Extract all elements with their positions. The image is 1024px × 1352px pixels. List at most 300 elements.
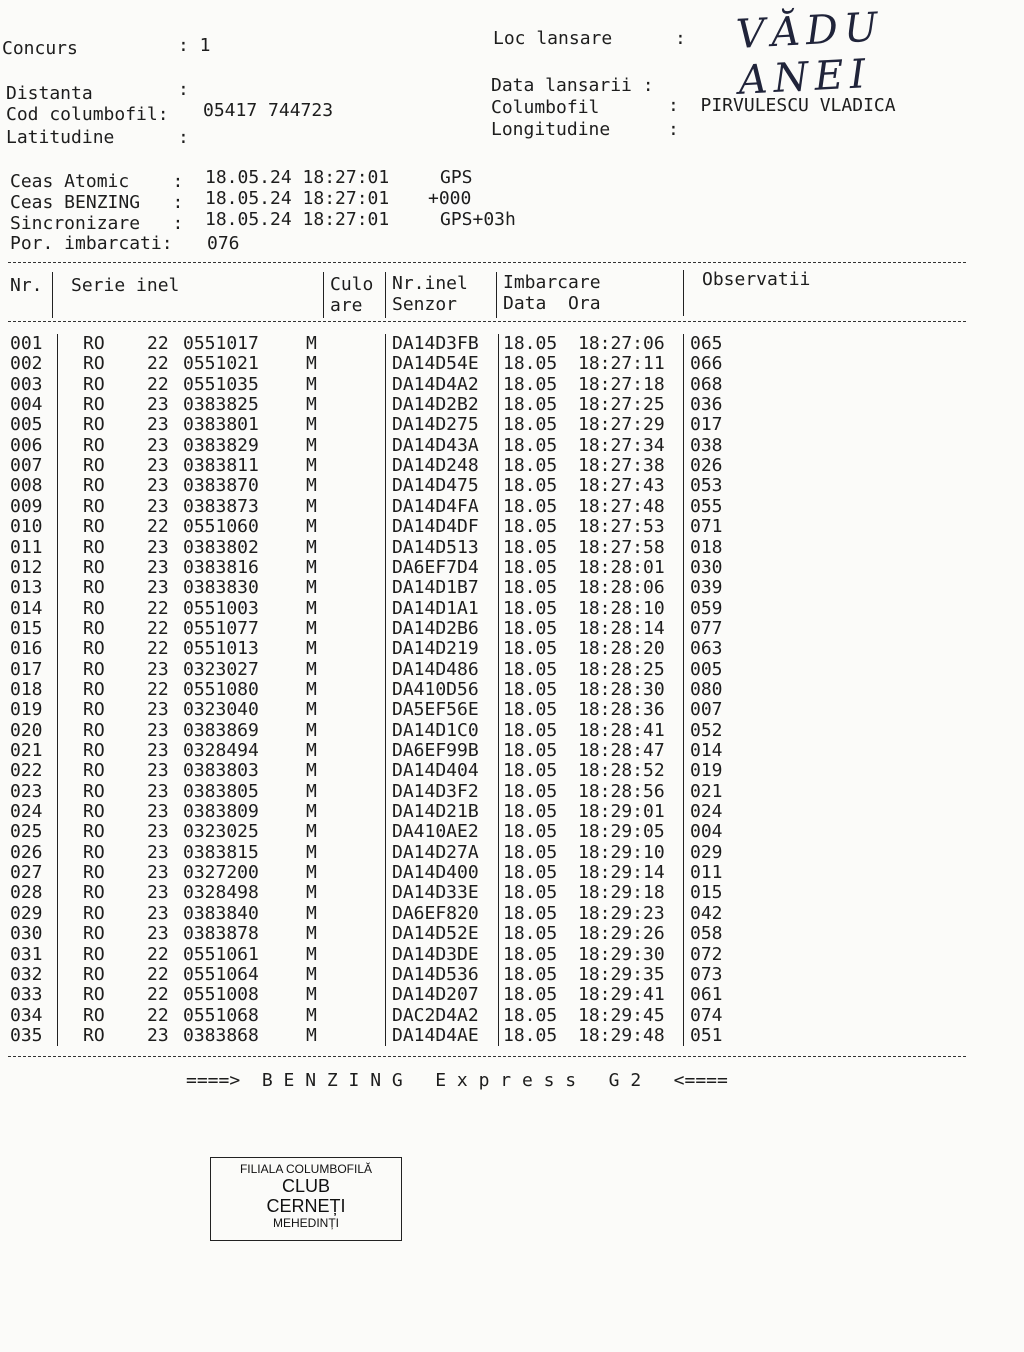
row-sex: M	[306, 658, 317, 680]
header-bottom-rule	[8, 321, 966, 322]
row-ring-number: 0328498	[183, 882, 259, 904]
col-header-imbarcare-1: Imbarcare	[503, 272, 601, 293]
row-nr: 001	[10, 333, 43, 354]
row-date: 18.05	[503, 963, 558, 985]
row-sex: M	[306, 516, 317, 538]
row-ring-number: 0551035	[183, 373, 259, 395]
row-sex: M	[306, 373, 317, 395]
concurs-label: Concurs	[2, 38, 78, 59]
row-nr: 032	[10, 963, 43, 985]
row-sensor-id: DA6EF99B	[392, 740, 479, 761]
row-sensor-id: DA14D3DE	[392, 943, 479, 965]
row-country: RO	[83, 740, 105, 761]
row-date: 18.05	[503, 841, 558, 863]
header-separator	[496, 272, 497, 318]
row-observation: 018	[690, 536, 723, 558]
row-country: RO	[83, 1024, 105, 1046]
row-observation: 052	[690, 719, 723, 741]
row-nr: 013	[10, 577, 43, 599]
row-sex: M	[306, 841, 317, 863]
row-date: 18.05	[503, 597, 558, 619]
loc-lansare-handwritten: VĂDU ANEI	[735, 4, 885, 104]
row-observation: 080	[690, 678, 723, 700]
row-year: 23	[147, 923, 169, 945]
row-date: 18.05	[503, 882, 558, 904]
row-observation: 029	[690, 841, 723, 863]
row-time: 18:29:26	[578, 923, 665, 945]
row-year: 22	[147, 984, 169, 1006]
table-row	[0, 904, 1024, 924]
por-imbarcati-value: 076	[207, 233, 240, 254]
row-observation: 004	[690, 821, 723, 843]
row-sensor-id: DAC2D4A2	[392, 1004, 479, 1026]
clock-atomic-extra: GPS	[440, 167, 473, 188]
clock-sync-value: 18.05.24 18:27:01	[205, 209, 390, 230]
row-time: 18:29:41	[578, 984, 665, 1006]
table-row	[0, 843, 1024, 863]
row-observation: 063	[690, 638, 723, 660]
row-nr: 030	[10, 923, 43, 945]
row-sensor-id: DA14D4AE	[392, 1024, 479, 1046]
row-sensor-id: DA14D4DF	[392, 516, 479, 538]
row-year: 22	[147, 1004, 169, 1026]
cod-columbofil-value: 05417 744723	[203, 100, 334, 121]
row-sex: M	[306, 801, 317, 823]
table-row	[0, 354, 1024, 374]
row-nr: 020	[10, 719, 43, 741]
row-country: RO	[83, 963, 105, 985]
row-year: 23	[147, 821, 169, 843]
row-time: 18:28:06	[578, 577, 665, 599]
row-nr: 021	[10, 740, 43, 761]
row-observation: 011	[690, 862, 723, 884]
row-ring-number: 0383868	[183, 1024, 259, 1046]
longitudine-label: Longitudine	[491, 119, 611, 140]
row-year: 22	[147, 943, 169, 965]
row-nr: 005	[10, 414, 43, 436]
distanta-label: Distanta	[6, 83, 93, 104]
row-country: RO	[83, 638, 105, 660]
row-time: 18:29:05	[578, 821, 665, 843]
table-row	[0, 415, 1024, 435]
row-time: 18:28:47	[578, 740, 665, 761]
header-separator	[52, 272, 53, 318]
row-time: 18:27:48	[578, 495, 665, 517]
row-ring-number: 0551017	[183, 333, 259, 354]
stamp-line-3: CERNEȚI	[266, 1196, 346, 1216]
col-header-serie: Serie inel	[71, 275, 180, 296]
row-nr: 011	[10, 536, 43, 558]
col-header-nrinel-1: Nr.inel	[392, 273, 468, 294]
row-sex: M	[306, 597, 317, 619]
columbofil-value: : PIRVULESCU VLADICA	[668, 95, 896, 116]
row-ring-number: 0383809	[183, 801, 259, 823]
row-observation: 065	[690, 333, 723, 354]
row-sensor-id: DA14D3F2	[392, 780, 479, 802]
row-date: 18.05	[503, 434, 558, 456]
row-time: 18:29:23	[578, 902, 665, 924]
row-country: RO	[83, 536, 105, 558]
table-row	[0, 375, 1024, 395]
col-header-nr: Nr.	[10, 275, 43, 296]
row-nr: 023	[10, 780, 43, 802]
row-date: 18.05	[503, 902, 558, 924]
row-sensor-id: DA410AE2	[392, 821, 479, 843]
row-date: 18.05	[503, 556, 558, 578]
row-year: 23	[147, 394, 169, 416]
row-date: 18.05	[503, 719, 558, 741]
row-time: 18:27:18	[578, 373, 665, 395]
row-observation: 042	[690, 902, 723, 924]
row-observation: 030	[690, 556, 723, 578]
row-nr: 025	[10, 821, 43, 843]
row-sensor-id: DA14D33E	[392, 882, 479, 904]
row-time: 18:27:29	[578, 414, 665, 436]
row-nr: 002	[10, 353, 43, 375]
table-row	[0, 578, 1024, 598]
row-date: 18.05	[503, 984, 558, 1006]
row-date: 18.05	[503, 1024, 558, 1046]
row-year: 23	[147, 495, 169, 517]
row-sex: M	[306, 943, 317, 965]
row-time: 18:28:52	[578, 760, 665, 782]
row-nr: 019	[10, 699, 43, 721]
table-row	[0, 395, 1024, 415]
row-year: 23	[147, 455, 169, 477]
row-sex: M	[306, 963, 317, 985]
row-observation: 026	[690, 455, 723, 477]
row-ring-number: 0323040	[183, 699, 259, 721]
row-ring-number: 0383840	[183, 902, 259, 924]
row-observation: 059	[690, 597, 723, 619]
table-row	[0, 497, 1024, 517]
row-country: RO	[83, 617, 105, 639]
row-sensor-id: DA14D404	[392, 760, 479, 782]
table-row	[0, 822, 1024, 842]
row-time: 18:27:11	[578, 353, 665, 375]
row-country: RO	[83, 821, 105, 843]
row-sensor-id: DA14D1C0	[392, 719, 479, 741]
row-ring-number: 0551013	[183, 638, 259, 660]
row-ring-number: 0551008	[183, 984, 259, 1006]
row-sex: M	[306, 699, 317, 721]
row-nr: 012	[10, 556, 43, 578]
row-sensor-id: DA6EF820	[392, 902, 479, 924]
table-row	[0, 782, 1024, 802]
row-ring-number: 0551003	[183, 597, 259, 619]
clock-atomic-label: Ceas Atomic :	[10, 171, 184, 192]
row-time: 18:28:10	[578, 597, 665, 619]
row-date: 18.05	[503, 495, 558, 517]
stamp-line-4: MEHEDINȚI	[273, 1216, 339, 1230]
row-ring-number: 0328494	[183, 740, 259, 761]
table-row	[0, 619, 1024, 639]
row-country: RO	[83, 841, 105, 863]
row-date: 18.05	[503, 658, 558, 680]
row-nr: 004	[10, 394, 43, 416]
row-country: RO	[83, 801, 105, 823]
row-date: 18.05	[503, 760, 558, 782]
row-date: 18.05	[503, 577, 558, 599]
row-sensor-id: DA5EF56E	[392, 699, 479, 721]
row-sex: M	[306, 678, 317, 700]
row-year: 23	[147, 699, 169, 721]
columbofil-label: Columbofil	[491, 97, 600, 118]
row-year: 23	[147, 740, 169, 761]
row-date: 18.05	[503, 536, 558, 558]
col-header-imbarcare-2: Data Ora	[503, 293, 601, 314]
row-ring-number: 0383816	[183, 556, 259, 578]
row-country: RO	[83, 882, 105, 904]
clock-atomic-value: 18.05.24 18:27:01	[205, 167, 390, 188]
row-observation: 038	[690, 434, 723, 456]
row-nr: 007	[10, 455, 43, 477]
row-year: 23	[147, 414, 169, 436]
row-sensor-id: DA14D43A	[392, 434, 479, 456]
row-sex: M	[306, 353, 317, 375]
row-ring-number: 0383869	[183, 719, 259, 741]
row-ring-number: 0383825	[183, 394, 259, 416]
row-ring-number: 0551080	[183, 678, 259, 700]
row-year: 22	[147, 617, 169, 639]
row-country: RO	[83, 780, 105, 802]
row-time: 18:27:34	[578, 434, 665, 456]
row-observation: 014	[690, 740, 723, 761]
latitudine-label: Latitudine	[6, 127, 115, 148]
row-ring-number: 0551060	[183, 516, 259, 538]
row-country: RO	[83, 658, 105, 680]
clock-sync-extra: GPS+03h	[440, 209, 516, 230]
row-country: RO	[83, 394, 105, 416]
row-observation: 024	[690, 801, 723, 823]
row-observation: 005	[690, 658, 723, 680]
row-nr: 008	[10, 475, 43, 497]
row-time: 18:28:36	[578, 699, 665, 721]
row-sex: M	[306, 414, 317, 436]
row-sensor-id: DA14D486	[392, 658, 479, 680]
row-country: RO	[83, 719, 105, 741]
table-row	[0, 883, 1024, 903]
loc-lansare-label: Loc lansare	[493, 28, 613, 49]
row-sensor-id: DA14D207	[392, 984, 479, 1006]
row-sex: M	[306, 882, 317, 904]
table-row	[0, 599, 1024, 619]
row-sensor-id: DA14D475	[392, 475, 479, 497]
row-sex: M	[306, 556, 317, 578]
row-sex: M	[306, 740, 317, 761]
row-observation: 051	[690, 1024, 723, 1046]
row-country: RO	[83, 495, 105, 517]
row-time: 18:27:06	[578, 333, 665, 354]
row-date: 18.05	[503, 678, 558, 700]
row-country: RO	[83, 353, 105, 375]
row-sensor-id: DA14D248	[392, 455, 479, 477]
row-ring-number: 0383870	[183, 475, 259, 497]
row-nr: 018	[10, 678, 43, 700]
row-country: RO	[83, 862, 105, 884]
row-sex: M	[306, 495, 317, 517]
row-country: RO	[83, 678, 105, 700]
row-sex: M	[306, 1004, 317, 1026]
row-time: 18:29:18	[578, 882, 665, 904]
row-country: RO	[83, 760, 105, 782]
table-row	[0, 985, 1024, 1005]
row-date: 18.05	[503, 923, 558, 945]
row-ring-number: 0383802	[183, 536, 259, 558]
row-ring-number: 0551064	[183, 963, 259, 985]
row-sensor-id: DA14D27A	[392, 841, 479, 863]
row-ring-number: 0383815	[183, 841, 259, 863]
row-nr: 006	[10, 434, 43, 456]
row-observation: 017	[690, 414, 723, 436]
row-sex: M	[306, 862, 317, 884]
row-date: 18.05	[503, 862, 558, 884]
table-top-rule	[8, 262, 966, 263]
row-date: 18.05	[503, 801, 558, 823]
clock-benzing-extra: +000	[428, 188, 472, 209]
col-header-observatii: Observatii	[702, 269, 811, 290]
row-country: RO	[83, 333, 105, 354]
row-year: 23	[147, 760, 169, 782]
row-nr: 031	[10, 943, 43, 965]
row-time: 18:29:30	[578, 943, 665, 965]
row-ring-number: 0383830	[183, 577, 259, 599]
row-year: 23	[147, 719, 169, 741]
row-time: 18:28:41	[578, 719, 665, 741]
row-time: 18:28:14	[578, 617, 665, 639]
row-sensor-id: DA14D513	[392, 536, 479, 558]
row-nr: 010	[10, 516, 43, 538]
row-sensor-id: DA14D3FB	[392, 333, 479, 354]
row-date: 18.05	[503, 353, 558, 375]
row-year: 23	[147, 780, 169, 802]
row-country: RO	[83, 597, 105, 619]
row-year: 23	[147, 434, 169, 456]
row-nr: 009	[10, 495, 43, 517]
row-year: 23	[147, 801, 169, 823]
row-sensor-id: DA410D56	[392, 678, 479, 700]
row-observation: 039	[690, 577, 723, 599]
row-observation: 077	[690, 617, 723, 639]
row-date: 18.05	[503, 780, 558, 802]
row-sex: M	[306, 719, 317, 741]
row-date: 18.05	[503, 821, 558, 843]
table-row	[0, 945, 1024, 965]
row-date: 18.05	[503, 333, 558, 354]
row-year: 22	[147, 638, 169, 660]
row-year: 23	[147, 902, 169, 924]
table-row	[0, 924, 1024, 944]
row-year: 23	[147, 841, 169, 863]
concurs-value: : 1	[178, 35, 211, 56]
table-row	[0, 700, 1024, 720]
row-sex: M	[306, 333, 317, 354]
row-nr: 026	[10, 841, 43, 863]
row-year: 22	[147, 333, 169, 354]
row-year: 23	[147, 556, 169, 578]
table-row	[0, 1026, 1024, 1046]
row-country: RO	[83, 373, 105, 395]
row-sensor-id: DA14D54E	[392, 353, 479, 375]
row-date: 18.05	[503, 455, 558, 477]
row-nr: 022	[10, 760, 43, 782]
table-row	[0, 558, 1024, 578]
row-country: RO	[83, 516, 105, 538]
table-row	[0, 863, 1024, 883]
row-sex: M	[306, 821, 317, 843]
row-sex: M	[306, 902, 317, 924]
row-sensor-id: DA14D536	[392, 963, 479, 985]
row-observation: 021	[690, 780, 723, 802]
row-country: RO	[83, 475, 105, 497]
row-sensor-id: DA14D219	[392, 638, 479, 660]
row-ring-number: 0323025	[183, 821, 259, 843]
row-country: RO	[83, 1004, 105, 1026]
row-sensor-id: DA14D52E	[392, 923, 479, 945]
row-sensor-id: DA14D1A1	[392, 597, 479, 619]
row-observation: 071	[690, 516, 723, 538]
row-sex: M	[306, 455, 317, 477]
row-sex: M	[306, 577, 317, 599]
row-sensor-id: DA14D2B6	[392, 617, 479, 639]
row-observation: 053	[690, 475, 723, 497]
data-lansarii-label: Data lansarii :	[491, 75, 654, 96]
row-date: 18.05	[503, 617, 558, 639]
row-year: 23	[147, 658, 169, 680]
row-observation: 019	[690, 760, 723, 782]
row-observation: 074	[690, 1004, 723, 1026]
row-date: 18.05	[503, 699, 558, 721]
row-observation: 072	[690, 943, 723, 965]
row-year: 22	[147, 373, 169, 395]
row-ring-number: 0327200	[183, 862, 259, 884]
row-sex: M	[306, 923, 317, 945]
row-observation: 055	[690, 495, 723, 517]
col-header-nrinel-2: Senzor	[392, 294, 458, 315]
row-nr: 027	[10, 862, 43, 884]
table-row	[0, 639, 1024, 659]
row-sex: M	[306, 536, 317, 558]
row-country: RO	[83, 577, 105, 599]
row-time: 18:29:01	[578, 801, 665, 823]
row-sensor-id: DA14D4FA	[392, 495, 479, 517]
row-observation: 073	[690, 963, 723, 985]
table-row	[0, 802, 1024, 822]
row-nr: 003	[10, 373, 43, 395]
row-year: 23	[147, 882, 169, 904]
table-row	[0, 660, 1024, 680]
row-date: 18.05	[503, 394, 558, 416]
row-date: 18.05	[503, 943, 558, 965]
row-year: 23	[147, 536, 169, 558]
row-year: 22	[147, 678, 169, 700]
longitudine-sep: :	[668, 119, 679, 140]
row-time: 18:29:48	[578, 1024, 665, 1046]
row-time: 18:29:14	[578, 862, 665, 884]
stamp-line-1: FILIALA COLUMBOFILĂ	[239, 1162, 373, 1176]
row-ring-number: 0551061	[183, 943, 259, 965]
row-time: 18:28:01	[578, 556, 665, 578]
row-nr: 017	[10, 658, 43, 680]
row-sensor-id: DA14D1B7	[392, 577, 479, 599]
row-year: 22	[147, 516, 169, 538]
row-observation: 068	[690, 373, 723, 395]
row-time: 18:28:56	[578, 780, 665, 802]
clock-benzing-value: 18.05.24 18:27:01	[205, 188, 390, 209]
col-header-culoare-1: Culo	[330, 274, 374, 295]
latitudine-sep: :	[178, 127, 189, 148]
clock-benzing-label: Ceas BENZING :	[10, 192, 184, 213]
